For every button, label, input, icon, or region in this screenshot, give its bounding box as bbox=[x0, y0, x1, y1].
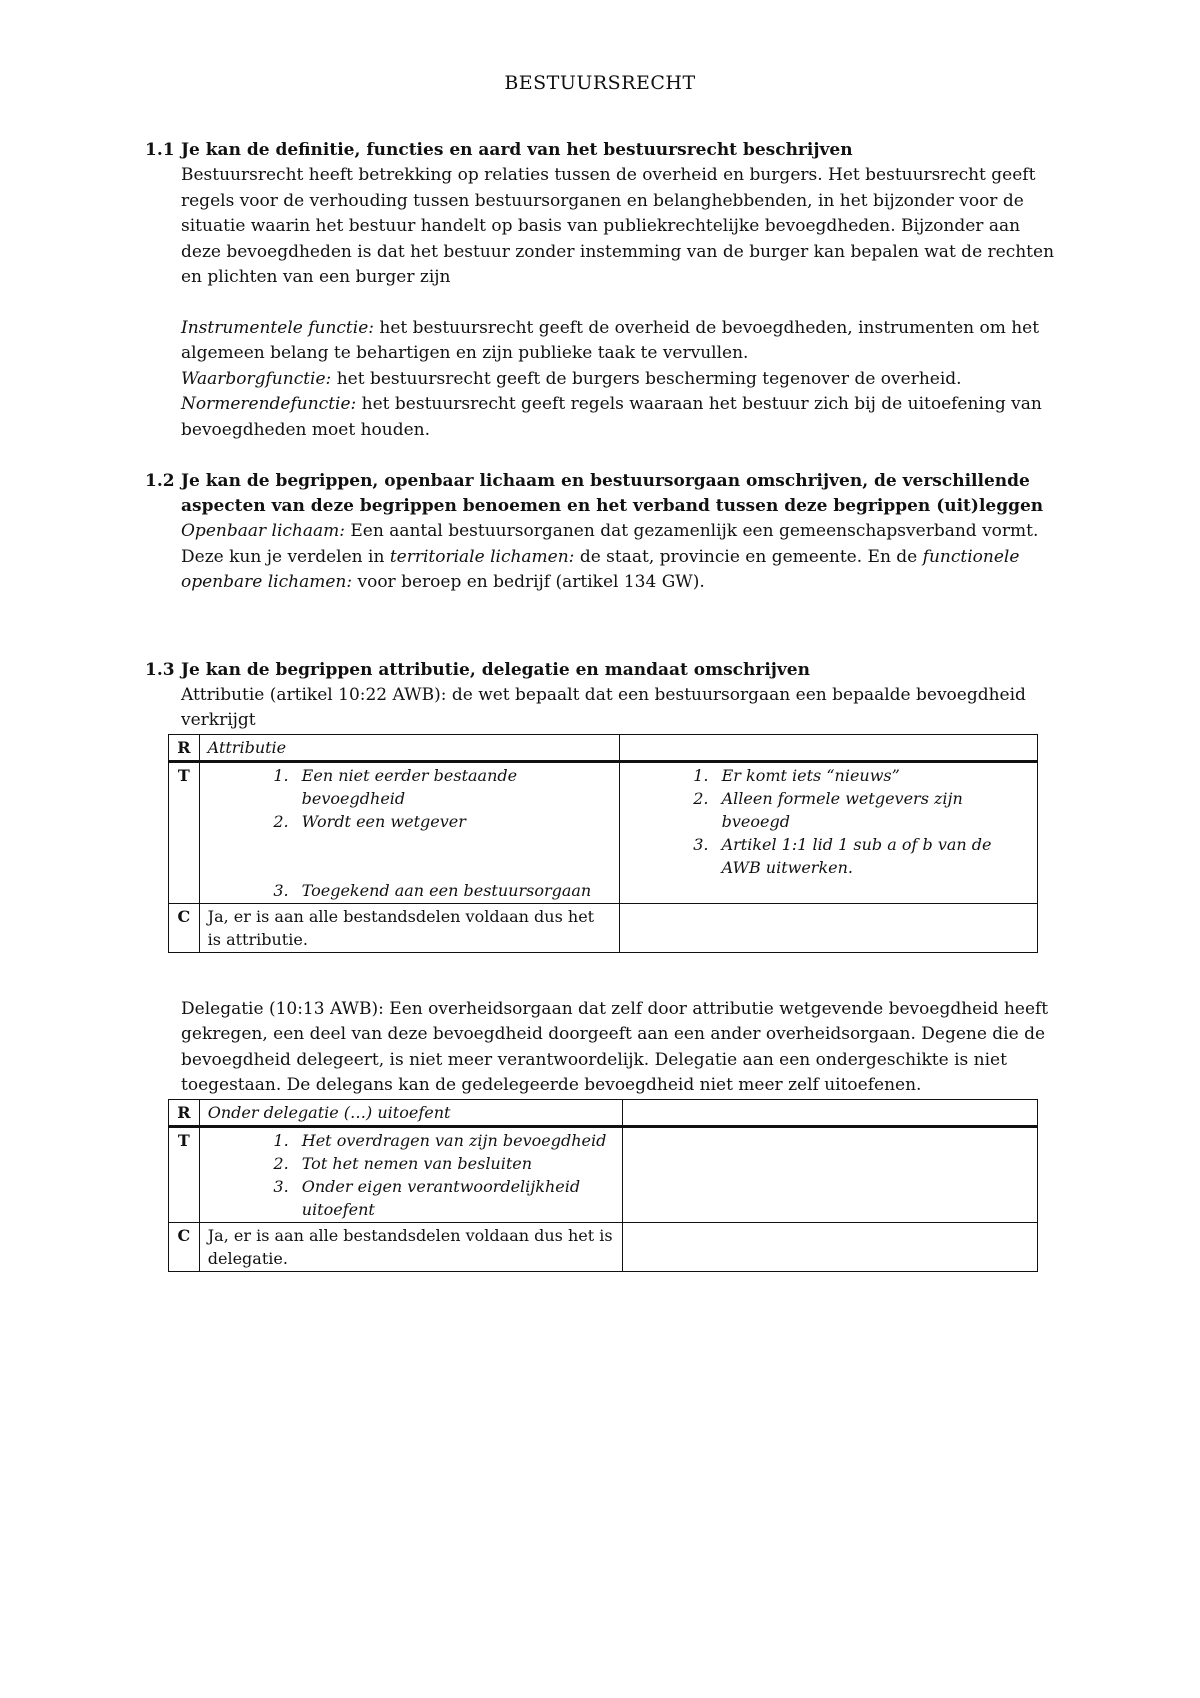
function-waarborg bbox=[181, 367, 1060, 393]
section-heading-text: Je kan de begrippen, openbaar lichaam en bestuursorgaan omschrijven, de verschillende aspecten van deze begrippen benoemen en het verband tussen deze begrippen (uit)leggen bbox=[181, 471, 1044, 516]
function-text: het bestuursrecht geeft regels waaraan het bestuur zich bij de uitoefening van bevoegdheden moet houden. bbox=[181, 394, 1042, 440]
term-openbaar-lichaam: Openbaar lichaam: bbox=[181, 521, 345, 541]
section-1-3 bbox=[145, 658, 1060, 1272]
paragraph-text: voor beroep en bedrijf (artikel 134 GW). bbox=[352, 572, 705, 592]
section-body bbox=[181, 519, 1060, 596]
function-term: Waarborgfunctie: bbox=[181, 368, 332, 389]
definition-paragraph: Bestuursrecht heeft betrekking op relaties tussen de overheid en burgers. Het bestuursrecht geeft regels voor de verhouding tussen bestuursorganen en belanghebbenden, in het bijzonder voor de situatie waarin het bestuur handelt op basis van publiekrechtelijke bevoegdheden. Bijzonder aan deze bevoegdheden is dat het bestuur zonder instemming van de burger kan bepalen wat de rechten en plichten van een burger zijn bbox=[181, 165, 1055, 287]
section-1-2 bbox=[145, 469, 1060, 596]
list-item: 2. Alleen formele wetgevers zijn bveoegd bbox=[714, 787, 1029, 833]
section-number: 1.3 bbox=[145, 659, 175, 680]
paragraph-text: de staat, provincie en gemeente. En de bbox=[574, 546, 923, 567]
section-body bbox=[181, 997, 1060, 1099]
table-cell: Ja, er is aan alle bestandsdelen voldaan dus het is delegatie. bbox=[199, 1222, 622, 1271]
table-row-c bbox=[169, 903, 1038, 952]
table-row-c bbox=[169, 1222, 1038, 1271]
table-cell-empty bbox=[622, 1222, 1037, 1271]
table-cell-empty bbox=[619, 903, 1037, 952]
section-heading-text: Je kan de definitie, functies en aard van het bestuursrecht beschrijven bbox=[181, 140, 853, 160]
table-cell: Onder delegatie (…) uitoefent bbox=[199, 1099, 622, 1126]
section-heading-text: Je kan de begrippen attributie, delegatie en mandaat omschrijven bbox=[181, 659, 810, 680]
list-item: 3. Toegekend aan een bestuursorgaan bbox=[294, 879, 611, 902]
table-cell-empty bbox=[622, 1126, 1037, 1222]
function-text: het bestuursrecht geeft de burgers bescherming tegenover de overheid. bbox=[331, 368, 962, 389]
element-list bbox=[208, 1129, 614, 1221]
list-item: 2. Wordt een wetgever bbox=[294, 810, 611, 833]
delegatie-rtc-table bbox=[168, 1099, 1038, 1272]
section-number: 1.1 bbox=[145, 140, 175, 160]
table-row-t bbox=[169, 1126, 1038, 1222]
row-letter: C bbox=[169, 1222, 200, 1271]
section-heading bbox=[145, 658, 1060, 683]
table-cell bbox=[619, 761, 1037, 903]
section-body bbox=[181, 163, 1060, 443]
list-item: 2. Tot het nemen van besluiten bbox=[294, 1152, 614, 1175]
table-row-t bbox=[169, 761, 1038, 903]
function-normerende bbox=[181, 392, 1060, 443]
list-item: 3. Artikel 1:1 lid 1 sub a of b van de AWB uitwerken. bbox=[714, 833, 1029, 879]
table-cell-empty bbox=[622, 1099, 1037, 1126]
table-cell: Ja, er is aan alle bestandsdelen voldaan dus het is attributie. bbox=[199, 903, 619, 952]
list-item: 3. Onder eigen verantwoordelijkheid uitoefent bbox=[294, 1175, 614, 1221]
delegatie-intro: Delegatie (10:13 AWB): Een overheidsorgaan dat zelf door attributie wetgevende bevoegdheid heeft gekregen, een deel van deze bevoegdheid doorgeeft aan een ander overheidsorgaan. Degene die de bevoegdheid delegeert, is niet meer verantwoordelijk. Delegatie aan een ondergeschikte is niet toegestaan. De delegans kan de gedelegeerde bevoegdheid niet meer zelf uitoefenen. bbox=[181, 998, 1049, 1095]
list-item: 1. Het overdragen van zijn bevoegdheid bbox=[294, 1129, 614, 1152]
row-letter: R bbox=[169, 734, 200, 761]
document-title: BESTUURSRECHT bbox=[504, 72, 696, 94]
section-1-1 bbox=[145, 138, 1060, 443]
table-cell: Attributie bbox=[199, 734, 619, 761]
paragraph-text: Een aantal bestuursorganen dat gezamenlijk een gemeenschapsverband vormt. Deze kun je verdelen in bbox=[181, 521, 1039, 567]
element-list bbox=[208, 764, 611, 902]
row-letter: C bbox=[169, 903, 200, 952]
table-cell bbox=[199, 761, 619, 903]
row-letter: T bbox=[169, 761, 200, 903]
function-text: het bestuursrecht geeft de overheid de bevoegdheden, instrumenten om het algemeen belang te behartigen en zijn publieke taak te vervullen. bbox=[181, 317, 1040, 363]
openbaar-lichaam-paragraph bbox=[181, 519, 1060, 596]
term-functionele-lichamen: functionele openbare lichamen: bbox=[181, 546, 1020, 592]
row-letter: T bbox=[169, 1126, 200, 1222]
row-letter: R bbox=[169, 1099, 200, 1126]
attributie-intro: Attributie (artikel 10:22 AWB): de wet bepaalt dat een bestuursorgaan een bepaalde bevoegdheid verkrijgt bbox=[181, 684, 1026, 730]
function-term: Instrumentele functie: bbox=[181, 317, 374, 338]
attributie-rtc-table bbox=[168, 734, 1038, 953]
list-spacer bbox=[294, 833, 611, 879]
table-row-r bbox=[169, 1099, 1038, 1126]
section-heading bbox=[145, 138, 1060, 163]
table-cell bbox=[199, 1126, 622, 1222]
section-body bbox=[181, 683, 1060, 734]
function-term: Normerendefunctie: bbox=[181, 394, 357, 414]
element-list bbox=[628, 764, 1029, 879]
section-heading bbox=[145, 469, 1060, 519]
term-territoriale-lichamen: territoriale lichamen: bbox=[389, 546, 575, 567]
spacer bbox=[181, 291, 1060, 316]
table-row-r bbox=[169, 734, 1038, 761]
table-cell-empty bbox=[619, 734, 1037, 761]
section-number: 1.2 bbox=[145, 471, 175, 491]
function-instrumentele bbox=[181, 316, 1060, 367]
list-item: 1. Een niet eerder bestaande bevoegdheid bbox=[294, 764, 611, 810]
list-item: 1. Er komt iets “nieuws” bbox=[714, 764, 1029, 787]
